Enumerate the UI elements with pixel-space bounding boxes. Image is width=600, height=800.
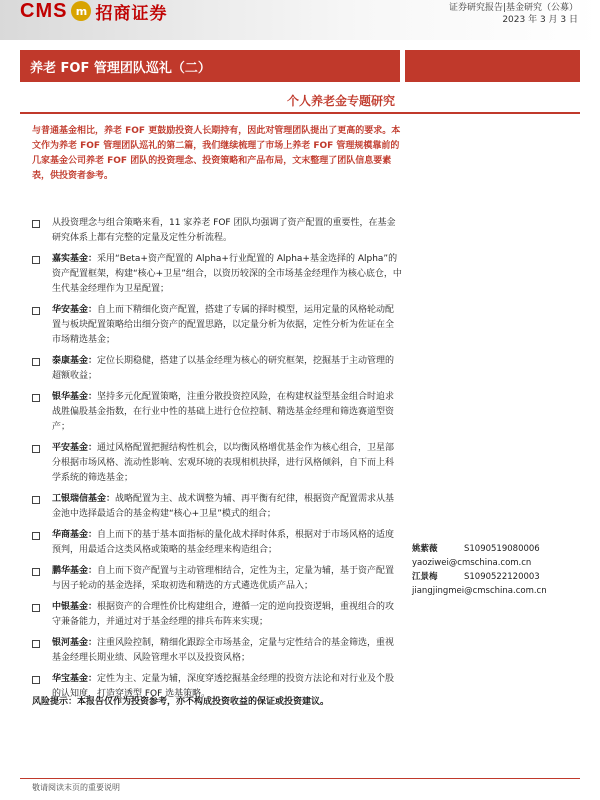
bullet-item: [32, 252, 402, 297]
bullet-text: 通过风格配置把握结构性机会，以均衡风格增优基金作为核心组合，卫星部分根据市场风格、流动性影响、宏观环境的表现相机抉择，进行风格倾斜，自下而上科学系统的筛选基金；: [52, 443, 395, 483]
bullet-text: 注重风险控制，精细化跟踪全市场基金，定量与定性结合的基金筛选，重视基金经理长期业绩、风险管理水平以及投资风格；: [52, 638, 395, 663]
bullet-heading: 嘉实基金：: [52, 254, 98, 264]
analyst-email[interactable]: jiangjingmei@cmschina.com.cn: [412, 586, 547, 596]
bullet-heading: 泰康基金：: [52, 356, 98, 366]
intro-summary: 与普通基金相比，养老 FOF 更鼓励投资人长期持有，因此对管理团队提出了更高的要求。本文作为养老 FOF 管理团队巡礼的第二篇，我们继续梳理了市场上养老 FOF 管理规模靠前的几家基金公司养老 FOF 团队的投资理念、投资策略和产品布局，文末整理了团队信息要素表，供投资者参考。: [32, 126, 401, 181]
bullet-square-icon: [32, 640, 40, 648]
logo-badge-icon: m: [71, 1, 91, 21]
analyst-name: 江景梅: [412, 572, 438, 582]
bullet-square-icon: [32, 358, 40, 366]
bullet-square-icon: [32, 496, 40, 504]
risk-warning: 风险提示：本报告仅作为投资参考，亦不构成投资收益的保证或投资建议。: [32, 697, 330, 707]
bullet-heading: 华商基金：: [52, 530, 98, 540]
analyst-cert: S1090519080006: [464, 544, 540, 554]
report-title: 养老 FOF 管理团队巡礼（二）: [20, 50, 400, 82]
bullet-item: [32, 492, 402, 522]
bullet-item: [32, 303, 402, 348]
bullet-item: [32, 390, 402, 435]
analyst-name: 姚紫薇: [412, 544, 438, 554]
analyst-cert: S1090522120003: [464, 572, 540, 582]
logo-company-name: 招商证券: [95, 3, 168, 24]
company-logo: [20, 0, 167, 22]
bullet-item: [32, 564, 402, 594]
bullet-item: [32, 216, 402, 246]
bullet-text: 根据资产的合理性价比构建组合，遵循一定的逆向投资逻辑，重视组合的攻守兼备能力，并通过对于基金经理的排兵布阵来实现；: [52, 602, 395, 627]
bullet-square-icon: [32, 568, 40, 576]
report-subtitle: 个人养老金专题研究: [286, 94, 395, 108]
bullet-list: [32, 216, 402, 708]
bullet-text: 自上而下资产配置与主动管理相结合，定性为主，定量为辅，基于资产配置与因子轮动的基金选择，采取初选和精选的方式遴选优质产品入；: [52, 566, 395, 591]
bullet-text: 自上而下的基于基本面指标的量化战术择时体系，根据对于市场风格的适度预判，用最适合这类风格或策略的基金经理来构造组合；: [52, 530, 395, 555]
bullet-square-icon: [32, 676, 40, 684]
bullet-text: 采用“Beta+资产配置的 Alpha+行业配置的 Alpha+基金选择的 Alpha”的资产配置框架，构建“核心+卫星”组合，以资历较深的全市场基金经理作为核心底仓，中生代基金经理作为卫星配置；: [52, 254, 402, 294]
bullet-heading: 鹏华基金：: [52, 566, 98, 576]
analyst-panel: [412, 542, 547, 598]
bullet-heading: 平安基金：: [52, 443, 98, 453]
bullet-text: 坚持多元化配置策略，注重分散投资控风险，在构建权益型基金组合时追求战胜偏股基金指数，在行业中性的基础上进行仓位控制、精选基金经理和筛选赛道型资产；: [52, 392, 395, 432]
bullet-square-icon: [32, 604, 40, 612]
bullet-heading: 华安基金：: [52, 305, 98, 315]
bullet-square-icon: [32, 532, 40, 540]
footer-divider: [20, 778, 580, 779]
analyst-1-row: [412, 542, 547, 556]
bullet-square-icon: [32, 256, 40, 264]
bullet-heading: 华宝基金：: [52, 674, 98, 684]
bullet-square-icon: [32, 445, 40, 453]
bullet-heading: 中银基金：: [52, 602, 98, 612]
divider: [20, 112, 580, 114]
analyst-2-row: [412, 570, 547, 584]
analyst-email[interactable]: yaoziwei@cmschina.com.cn: [412, 558, 532, 568]
page-header: [0, 0, 600, 40]
bullet-item: [32, 528, 402, 558]
bullet-text: 从投资理念与组合策略来看，11 家养老 FOF 团队均强调了资产配置的重要性，在基金研究体系上都有完整的定量及定性分析流程。: [52, 218, 396, 243]
report-type: 证券研究报告|基金研究（公募）: [448, 3, 578, 13]
bullet-square-icon: [32, 394, 40, 402]
bullet-item: [32, 600, 402, 630]
bullet-heading: 银华基金：: [52, 392, 98, 402]
bullet-square-icon: [32, 307, 40, 315]
bullet-item: [32, 354, 402, 384]
bullet-text: 定性为主、定量为辅，深度穿透挖掘基金经理的投资方法论和对行业及个股的认知度，打造穿透型 FOF 选基策略。: [52, 674, 395, 699]
footer-note: 敬请阅读末页的重要说明: [32, 783, 120, 792]
bullet-item: [32, 636, 402, 666]
bullet-text: 战略配置为主、战术调整为辅、再平衡有纪律，根据资产配置需求从基金池中选择最适合的基金构建“核心+卫星”模式的组合；: [52, 494, 395, 519]
bullet-item: [32, 441, 402, 486]
bullet-heading: 工银瑞信基金：: [52, 494, 116, 504]
report-date: 2023 年 3 月 3 日: [502, 15, 578, 25]
logo-cms-text: CMS: [20, 0, 68, 22]
bullet-text: 自上而下精细化资产配置，搭建了专属的择时模型，运用定量的风格轮动配置与板块配置策略给出细分资产的配置思路，以定量分析为依据，定性分析为佐证在全市场精选基金；: [52, 305, 395, 345]
bullet-square-icon: [32, 220, 40, 228]
bullet-text: 定位长期稳健，搭建了以基金经理为核心的研究框架，挖掘基于主动管理的超额收益；: [52, 356, 395, 381]
title-bar-extension: [405, 50, 580, 82]
bullet-heading: 银河基金：: [52, 638, 98, 648]
